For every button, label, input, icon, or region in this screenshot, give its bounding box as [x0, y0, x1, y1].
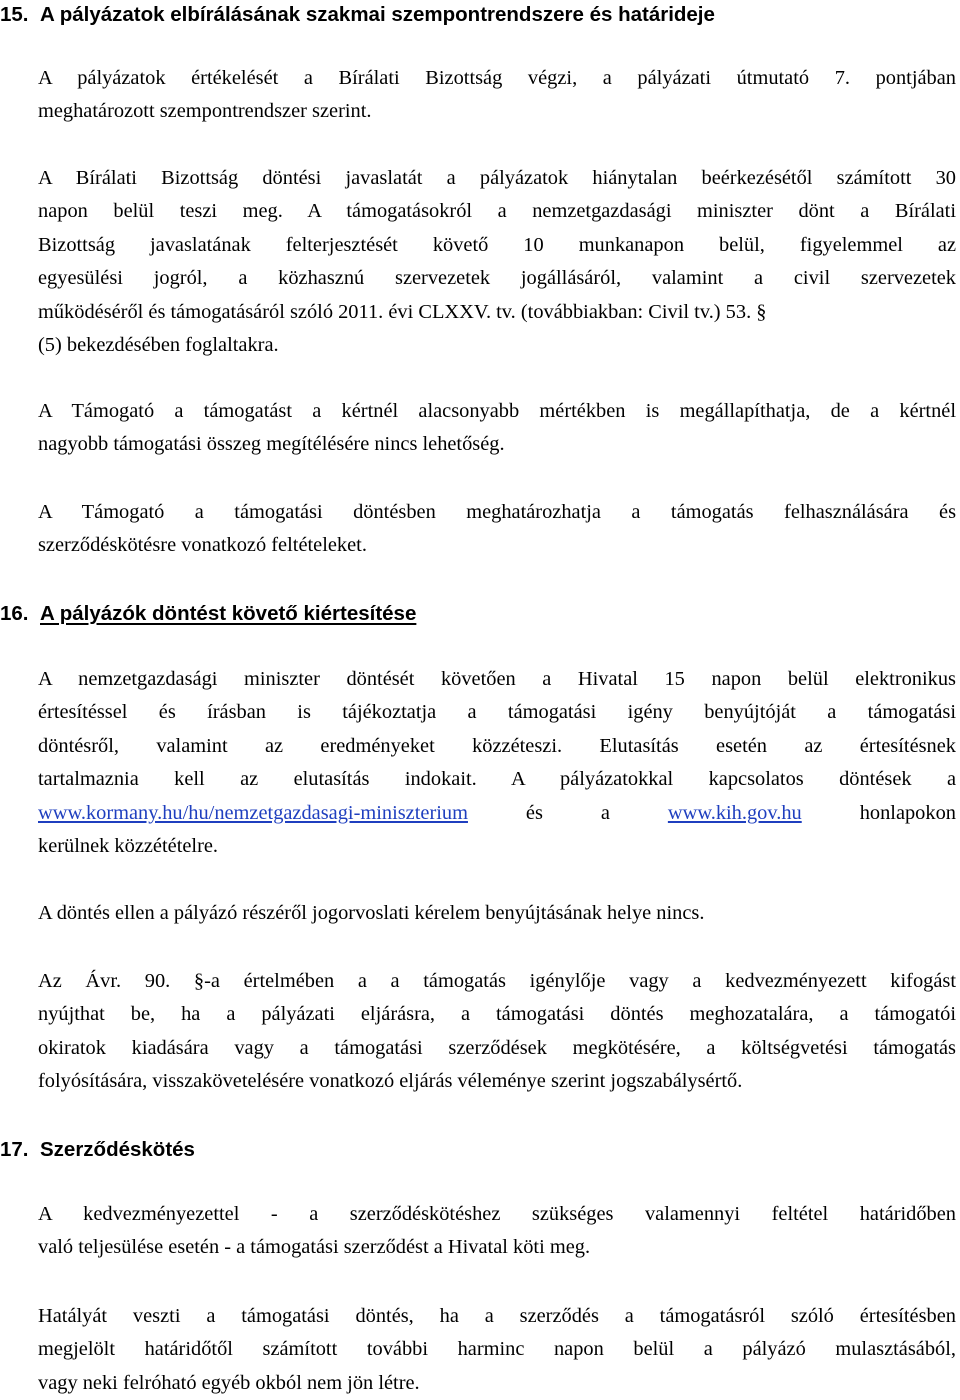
- section-number: 15.: [0, 3, 29, 26]
- text-line: okiratok kiadására vagy a támogatási szerződések megkötésére, a költségvetési támogatás: [38, 1036, 956, 1059]
- text-line: szerződéskötésre vonatkozó feltételeket.: [38, 534, 367, 557]
- text-line: A Bírálati Bizottság döntési javaslatát a pályázatok hiánytalan beérkezésétől számított 30: [38, 167, 956, 189]
- section-title: Szerződéskötés: [40, 1138, 195, 1161]
- text-line: egyesülési jogról, a közhasznú szervezetek jogállásáról, valamint a civil szervezetek: [38, 267, 956, 290]
- section-title: A pályázatok elbírálásának szakmai szempontrendszere és határideje: [40, 3, 715, 26]
- section-17-paragraph-1: [38, 1198, 956, 1265]
- text-line: Bizottság javaslatának felterjesztését követő 10 munkanapon belül, figyelemmel az: [38, 233, 956, 256]
- text-line: értesítéssel és írásban is tájékoztatja a támogatási igény benyújtóját a támogatási: [38, 701, 956, 724]
- section-16-heading: [0, 601, 416, 627]
- text-line: A döntés ellen a pályázó részéről jogorvoslati kérelem benyújtásának helye nincs.: [38, 902, 705, 924]
- section-16-paragraph-2: [38, 897, 956, 930]
- link-tail: honlapokon: [859, 801, 956, 824]
- text-line: A kedvezményezettel - a szerződéskötéshez szükséges valamennyi feltétel határidőben: [38, 1203, 956, 1225]
- text-line: való teljesülése esetén - a támogatási szerződést a Hivatal köti meg.: [38, 1236, 591, 1259]
- text-line: folyósítására, visszakövetelésére vonatkozó eljárás véleménye szerint jogszabálysértő.: [38, 1070, 743, 1093]
- section-number: 17.: [0, 1138, 29, 1161]
- text-line: meghatározott szempontrendszer szerint.: [38, 100, 372, 123]
- section-17-heading: [0, 1137, 195, 1163]
- text-line: kerülnek közzétételre.: [38, 835, 219, 858]
- text-line: A Támogató a támogatási döntésben meghatározhatja a támogatás felhasználására és: [38, 501, 956, 523]
- text-line: (5) bekezdésében foglaltakra.: [38, 334, 279, 357]
- text-line: Az Ávr. 90. §-a értelmében a a támogatás igénylője vagy a kedvezményezett kifogást: [38, 970, 956, 992]
- text-line: napon belül teszi meg. A támogatásokról a nemzetgazdasági miniszter dönt a Bírálati: [38, 200, 956, 223]
- section-15-paragraph-1: [38, 62, 956, 129]
- section-15-paragraph-3: [38, 395, 956, 462]
- section-15-heading: [0, 2, 715, 28]
- section-16-paragraph-3: [38, 965, 956, 1099]
- text-line: nyújthat be, ha a pályázati eljárásra, a támogatási döntés meghozatalára, a támogatói: [38, 1003, 956, 1026]
- text-line: A Támogató a támogatást a kértnél alacsonyabb mértékben is megállapíthatja, de a kértnél: [38, 400, 956, 422]
- text-line: A nemzetgazdasági miniszter döntését követően a Hivatal 15 napon belül elektronikus: [38, 668, 956, 690]
- text-line: [38, 797, 956, 830]
- text-line: megjelölt határidőtől számított további harminc napon belül a pályázó mulasztásából,: [38, 1338, 956, 1361]
- section-15-paragraph-4: [38, 496, 956, 563]
- text-line: Hatályát veszti a támogatási döntés, ha a szerződés a támogatásról szóló értesítésben: [38, 1305, 956, 1327]
- section-15-paragraph-2: [38, 162, 956, 362]
- text-line: tartalmaznia kell az elutasítás indokait. A pályázatokkal kapcsolatos döntések a: [38, 768, 956, 791]
- text-line: működéséről és támogatásáról szóló 2011. évi CLXXV. tv. (továbbiakban: Civil tv.) 53. §: [38, 300, 767, 323]
- text-line: vagy neki felróható egyéb okból nem jön létre.: [38, 1371, 420, 1394]
- section-16-paragraph-1: [38, 663, 956, 863]
- text-line: döntésről, valamint az eredményeket közzéteszi. Elutasítás esetén az értesítésnek: [38, 734, 956, 757]
- text-line: A pályázatok értékelését a Bírálati Bizottság végzi, a pályázati útmutató 7. pontjában: [38, 67, 956, 89]
- section-title: A pályázók döntést követő kiértesítése: [40, 602, 417, 625]
- kih-link[interactable]: www.kih.gov.hu: [667, 801, 802, 824]
- kormany-link[interactable]: www.kormany.hu/hu/nemzetgazdasagi-miniszterium: [38, 801, 468, 824]
- section-17-paragraph-2: [38, 1300, 956, 1400]
- text-line: nagyobb támogatási összeg megítélésére nincs lehetőség.: [38, 433, 505, 456]
- link-connector: és a: [525, 801, 610, 824]
- section-number: 16.: [0, 602, 29, 625]
